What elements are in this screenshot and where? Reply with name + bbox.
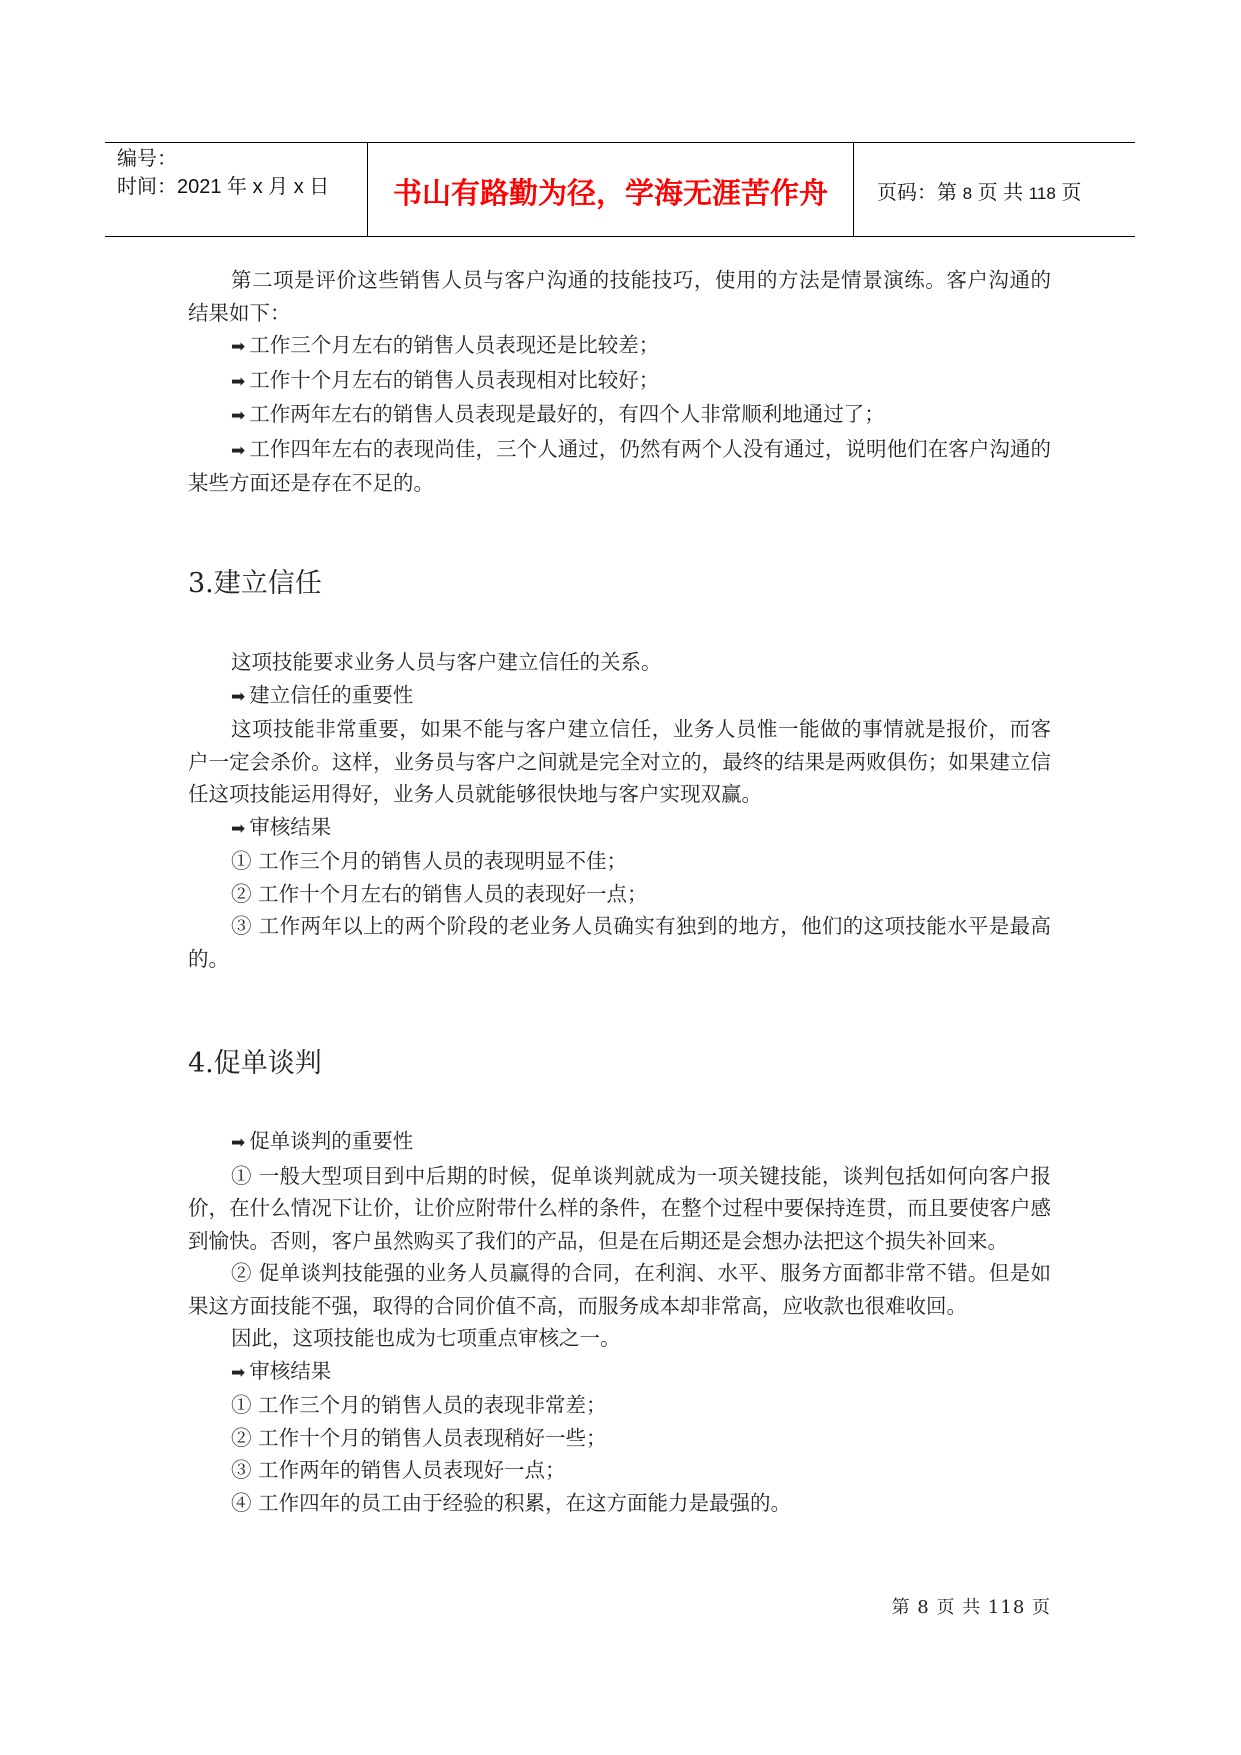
paragraph: 这项技能非常重要，如果不能与客户建立信任，业务人员惟一能做的事情就是报价，而客户一定会杀价。这样，业务员与客户之间就是完全对立的，最终的结果是两败俱伤；如果建立信任这项技能运用得好，业务人员就能够很快地与客户实现双赢。 bbox=[188, 717, 1051, 806]
result-item: ③ 工作两年的销售人员表现好一点； bbox=[231, 1458, 566, 1482]
bullet-item bbox=[188, 398, 1051, 433]
bullet-item bbox=[188, 329, 1051, 364]
result-item: ④ 工作四年的员工由于经验的积累，在这方面能力是最强的。 bbox=[231, 1490, 792, 1515]
paragraph: 因此，这项技能也成为七项重点审核之一。 bbox=[231, 1326, 621, 1350]
subheading bbox=[188, 1125, 1051, 1160]
result-item: ② 工作十个月的销售人员表现稍好一些； bbox=[231, 1425, 607, 1450]
arrow-bullet-icon: ➡ bbox=[231, 818, 246, 839]
page-prefix: 页码：第 bbox=[877, 182, 957, 204]
arrow-bullet-icon: ➡ bbox=[231, 440, 246, 461]
bullet-text: 工作两年左右的销售人员表现是最好的，有四个人非常顺利地通过了； bbox=[249, 402, 885, 426]
arrow-bullet-icon: ➡ bbox=[231, 371, 246, 392]
subheading-text: 审核结果 bbox=[249, 814, 332, 839]
page-number: 8 bbox=[962, 184, 973, 203]
arrow-bullet-icon: ➡ bbox=[231, 1133, 246, 1153]
subheading bbox=[188, 679, 1051, 714]
bullet-item bbox=[188, 364, 1051, 399]
arrow-bullet-icon: ➡ bbox=[231, 406, 246, 426]
paragraph: ② 促单谈判技能强的业务人员赢得的合同，在利润、水平、服务方面都非常不错。但是如果这方面技能不强，取得的合同价值不高，而服务成本却非常高，应收款也很难收回。 bbox=[188, 1261, 1051, 1318]
section4-body bbox=[188, 1125, 1051, 1519]
bullet-text: 工作四年左右的表现尚佳，三个人通过，仍然有两个人没有通过，说明他们在客户沟通的某些方面还是存在不足的。 bbox=[188, 436, 1051, 495]
page-header bbox=[105, 142, 1135, 237]
arrow-bullet-icon: ➡ bbox=[231, 1362, 246, 1383]
header-meta bbox=[117, 145, 329, 201]
section2-tail bbox=[188, 264, 1051, 500]
result-item: ① 工作三个月的销售人员的表现非常差； bbox=[231, 1393, 607, 1417]
result-item: ① 工作三个月的销售人员的表现明显不佳； bbox=[231, 849, 628, 873]
bullet-item bbox=[188, 433, 1051, 500]
page-suffix: 页 bbox=[1061, 182, 1082, 204]
result-item: ③ 工作两年以上的两个阶段的老业务人员确实有独到的地方，他们的这项技能水平是最高的。 bbox=[188, 914, 1051, 971]
page-total: 118 bbox=[1028, 184, 1056, 203]
date-label: 时间：2021 年 x 月 x 日 bbox=[117, 176, 330, 198]
subheading bbox=[188, 811, 1051, 846]
bullet-text: 工作十个月左右的销售人员表现相对比较好； bbox=[249, 367, 660, 392]
header-motto: 书山有路勤为径，学海无涯苦作舟 bbox=[392, 176, 828, 210]
page-mid: 页 共 bbox=[977, 182, 1024, 204]
paragraph: 这项技能要求业务人员与客户建立信任的关系。 bbox=[231, 650, 662, 674]
header-divider bbox=[853, 143, 854, 236]
section3-body bbox=[188, 646, 1051, 975]
number-label: 编号： bbox=[117, 148, 177, 170]
subheading-text: 促单谈判的重要性 bbox=[249, 1129, 414, 1153]
result-item: ② 工作十个月左右的销售人员的表现好一点； bbox=[231, 881, 648, 906]
paragraph: ① 一般大型项目到中后期的时候，促单谈判就成为一项关键技能，谈判包括如何向客户报价，在什么情况下让价，让价应附带什么样的条件，在整个过程中要保持连贯，而且要使客户感到愉快。否则，客户虽然购买了我们的产品，但是在后期还是会想办法把这个损失补回来。 bbox=[188, 1163, 1051, 1253]
arrow-bullet-icon: ➡ bbox=[231, 686, 246, 707]
header-page-info bbox=[877, 176, 1081, 205]
section-heading: 3.建立信任 bbox=[188, 568, 322, 599]
paragraph: 第二项是评价这些销售人员与客户沟通的技能技巧，使用的方法是情景演练。客户沟通的结果如下： bbox=[188, 268, 1051, 325]
page-footer: 第 8 页 共 118 页 bbox=[891, 1597, 1051, 1618]
section-heading: 4.促单谈判 bbox=[188, 1048, 322, 1079]
subheading-text: 审核结果 bbox=[249, 1358, 332, 1383]
arrow-bullet-icon: ➡ bbox=[231, 337, 246, 357]
subheading bbox=[188, 1355, 1051, 1390]
subheading-text: 建立信任的重要性 bbox=[249, 682, 414, 707]
bullet-text: 工作三个月左右的销售人员表现还是比较差； bbox=[249, 333, 660, 357]
